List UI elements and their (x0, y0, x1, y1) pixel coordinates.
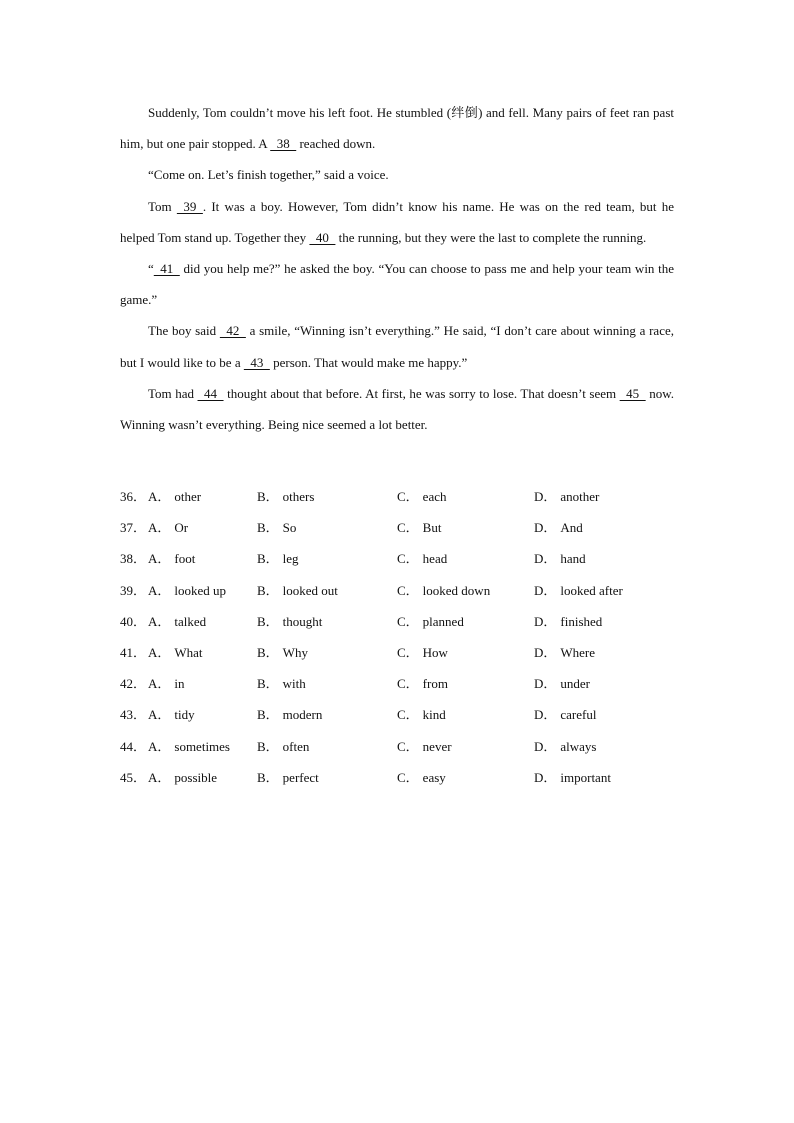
option-text: looked down (422, 582, 491, 598)
blank-40: 40 (309, 229, 336, 245)
question-number: 37． (120, 520, 147, 536)
blank-43: 43 (243, 354, 270, 370)
option-letter: D． (534, 707, 557, 723)
option-text: often (282, 738, 310, 754)
option-letter: C． (397, 520, 419, 536)
question-row (120, 580, 680, 611)
option-text: looked up (174, 582, 227, 598)
option-letter: A． (148, 769, 171, 785)
option-text: in (174, 676, 185, 692)
question-number: 44． (120, 738, 147, 754)
option-letter: B． (257, 644, 279, 660)
option-b (257, 548, 299, 567)
paragraph-text: The boy said (148, 323, 220, 339)
option-letter: C． (397, 551, 419, 567)
option-text: leg (282, 551, 299, 567)
blank-42: 42 (219, 323, 246, 339)
option-text: easy (422, 769, 446, 785)
option-letter: B． (257, 707, 279, 723)
option-text: kind (422, 707, 446, 723)
paragraph-text: . It was a boy. However, Tom didn’t know his name. He was on the red team, but he helped Tom stand up. Together they (120, 198, 674, 245)
blank-45: 45 (619, 385, 646, 401)
paragraph-3 (120, 191, 674, 253)
paragraph-text: Suddenly, Tom couldn’t move his left foot. He stumbled (绊倒) and fell. Many pairs of feet ran past him, but one pair stopped. A (120, 105, 674, 152)
question-number: 38． (120, 551, 147, 567)
option-d (534, 611, 602, 630)
option-b (257, 673, 306, 692)
option-a (148, 642, 203, 661)
option-b (257, 611, 322, 630)
option-letter: B． (257, 582, 279, 598)
option-a (148, 517, 188, 536)
option-letter: D． (534, 769, 557, 785)
option-c (397, 548, 447, 567)
option-letter: A． (148, 738, 171, 754)
option-text: with (282, 676, 306, 692)
option-letter: A． (148, 520, 171, 536)
option-letter: C． (397, 644, 419, 660)
option-text: careful (560, 707, 597, 723)
option-letter: A． (148, 582, 171, 598)
option-b (257, 642, 308, 661)
option-a (148, 736, 230, 755)
option-letter: C． (397, 676, 419, 692)
option-letter: B． (257, 489, 279, 504)
option-letter: C． (397, 738, 419, 754)
option-a (148, 611, 206, 630)
paragraph-text: thought about that before. At first, he was sorry to lose. That doesn’t seem (223, 385, 620, 401)
question-row (120, 704, 680, 735)
option-d (534, 548, 586, 567)
option-text: sometimes (174, 738, 230, 754)
option-d (534, 517, 583, 536)
option-letter: D． (534, 520, 557, 536)
option-letter: D． (534, 738, 557, 754)
option-b (257, 486, 314, 505)
option-text: finished (560, 613, 603, 629)
paragraph-4 (120, 253, 674, 315)
blank-38: 38 (270, 136, 297, 152)
option-text: from (422, 676, 448, 692)
question-number: 40． (120, 613, 147, 629)
option-d (534, 486, 599, 505)
paragraph-text: “Come on. Let’s finish together,” said a voice. (148, 167, 389, 183)
blank-41: 41 (153, 261, 180, 277)
option-letter: B． (257, 551, 279, 567)
option-c (397, 736, 452, 755)
option-d (534, 642, 595, 661)
option-d (534, 704, 596, 723)
option-text: So (282, 520, 297, 536)
option-letter: D． (534, 644, 557, 660)
option-c (397, 767, 446, 786)
option-letter: A． (148, 644, 171, 660)
option-text: What (174, 644, 203, 660)
paragraph-5 (120, 315, 674, 377)
option-text: foot (174, 551, 196, 567)
paragraph-text: reached down. (296, 136, 376, 152)
option-text: always (560, 738, 597, 754)
option-a (148, 704, 195, 723)
paragraph-text: a smile, “Winning isn’t everything.” He said, “I don’t care about winning a race, but I would like to be a (120, 323, 674, 370)
option-letter: C． (397, 707, 419, 723)
question-number: 43． (120, 707, 147, 723)
paragraph-text: Tom had (148, 385, 198, 401)
paragraph-text: the running, but they were the last to complete the running. (335, 229, 647, 245)
paragraph-1 (120, 97, 674, 159)
question-row (120, 517, 680, 548)
option-text: How (422, 644, 448, 660)
option-b (257, 580, 338, 599)
option-letter: B． (257, 769, 279, 785)
option-letter: A． (148, 489, 171, 504)
question-number: 39． (120, 582, 147, 598)
option-text: other (174, 489, 202, 504)
question-number: 45． (120, 769, 147, 785)
option-letter: D． (534, 676, 557, 692)
option-c (397, 673, 448, 692)
paragraph-2 (120, 159, 674, 190)
option-b (257, 736, 309, 755)
paragraph-text: “ (148, 261, 154, 277)
option-text: thought (282, 613, 323, 629)
blank-39: 39 (176, 198, 203, 214)
option-text: Why (282, 644, 308, 660)
option-text: hand (560, 551, 586, 567)
option-text: But (422, 520, 442, 536)
question-number: 36． (120, 489, 147, 504)
option-letter: C． (397, 582, 419, 598)
option-text: And (560, 520, 583, 536)
option-text: looked out (282, 582, 338, 598)
question-row (120, 548, 680, 579)
question-row (120, 642, 680, 673)
question-row (120, 767, 680, 798)
option-letter: A． (148, 707, 171, 723)
option-letter: D． (534, 582, 557, 598)
paragraph-6 (120, 378, 674, 440)
option-c (397, 704, 446, 723)
option-d (534, 767, 611, 786)
option-letter: C． (397, 769, 419, 785)
option-letter: D． (534, 613, 557, 629)
option-letter: A． (148, 551, 171, 567)
reading-passage (120, 97, 674, 440)
option-letter: D． (534, 489, 557, 504)
option-b (257, 704, 322, 723)
option-text: tidy (174, 707, 195, 723)
option-letter: B． (257, 613, 279, 629)
paragraph-text: person. That would make me happy.” (269, 354, 468, 370)
question-number: 41． (120, 644, 147, 660)
option-c (397, 611, 464, 630)
option-text: looked after (560, 582, 623, 598)
option-text: planned (422, 613, 464, 629)
option-text: head (422, 551, 448, 567)
option-a (148, 673, 185, 692)
option-letter: B． (257, 520, 279, 536)
question-row (120, 673, 680, 704)
option-text: each (422, 489, 447, 504)
option-text: modern (282, 707, 323, 723)
question-row (120, 611, 680, 642)
option-a (148, 548, 195, 567)
option-b (257, 767, 319, 786)
option-d (534, 580, 623, 599)
option-text: perfect (282, 769, 319, 785)
option-letter: D． (534, 551, 557, 567)
paragraph-text: Tom (148, 198, 177, 214)
option-c (397, 517, 441, 536)
option-d (534, 673, 590, 692)
option-c (397, 486, 446, 505)
option-d (534, 736, 597, 755)
option-text: under (560, 676, 590, 692)
option-text: Where (560, 644, 596, 660)
option-text: never (422, 738, 452, 754)
option-a (148, 580, 226, 599)
option-c (397, 580, 490, 599)
option-c (397, 642, 448, 661)
option-letter: A． (148, 676, 171, 692)
option-text: talked (174, 613, 207, 629)
option-letter: B． (257, 738, 279, 754)
option-b (257, 517, 296, 536)
option-letter: B． (257, 676, 279, 692)
option-letter: C． (397, 489, 419, 504)
answer-options-list (120, 486, 680, 798)
option-a (148, 486, 201, 505)
paragraph-text: now. Winning wasn’t everything. Being nice seemed a lot better. (120, 385, 675, 433)
option-text: important (560, 769, 611, 785)
question-row (120, 736, 680, 767)
question-row (120, 486, 680, 517)
option-letter: A． (148, 613, 171, 629)
option-text: another (560, 489, 600, 504)
option-letter: C． (397, 613, 419, 629)
option-text: Or (174, 520, 189, 536)
option-text: possible (174, 769, 218, 785)
question-number: 42． (120, 676, 147, 692)
paragraph-text: did you help me?” he asked the boy. “You can choose to pass me and help your team win the game.” (120, 261, 674, 308)
blank-44: 44 (197, 385, 224, 401)
option-a (148, 767, 217, 786)
option-text: others (282, 489, 315, 504)
